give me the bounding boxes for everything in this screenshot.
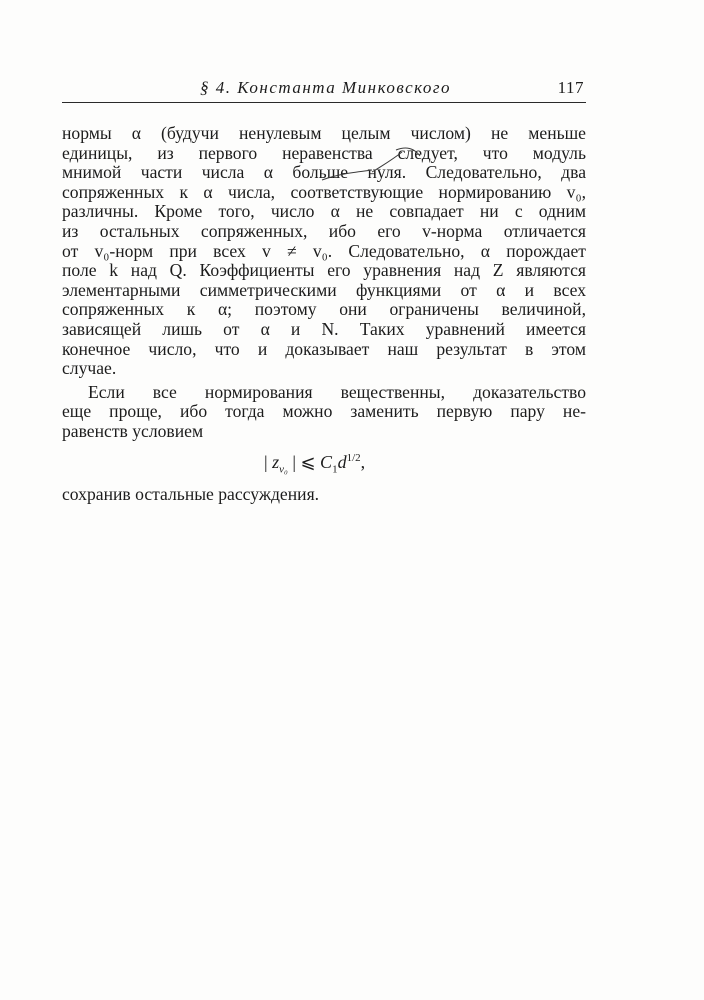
text-line: нормы α (будучи ненулевым целым числом) не меньше	[62, 123, 586, 143]
page-number: 117	[557, 78, 584, 97]
abs-bar-left: |	[264, 452, 268, 472]
text-line: равенств условием	[62, 420, 204, 441]
formula-c-subscript: 1	[332, 463, 338, 476]
formula-d-exponent: 1/2	[346, 452, 361, 464]
paragraph-2	[62, 383, 586, 442]
formula-c: C	[320, 452, 333, 472]
text-line: поле k над Q. Коэффициенты его уравнения над Z являются	[62, 260, 586, 281]
text-line: различны. Кроме того, число α не совпадает ни с одним	[62, 201, 586, 222]
formula-comma: ,	[360, 452, 366, 472]
closing-line: сохранив остальные рассуждения.	[62, 484, 320, 504]
text-line: еще проще, ибо тогда можно заменить первую пару не-	[62, 401, 586, 422]
formula-z: z	[272, 452, 280, 472]
running-title: § 4. Константа Минковского	[200, 78, 452, 97]
text-line: сопряженных к α; поэтому они ограничены величиной,	[62, 299, 586, 320]
text-line: Если все нормирования вещественны, доказательство	[88, 381, 586, 402]
leq-sign: ⩽	[300, 452, 316, 472]
text-line: мнимой части числа α больше нуля. Следовательно, два	[62, 162, 586, 183]
text-line: случае.	[62, 358, 117, 379]
text-line: из остальных сопряженных, ибо его v-норма отличается	[62, 220, 586, 241]
running-head	[62, 78, 586, 103]
body-text	[62, 124, 586, 442]
text-line: зависящей лишь от α и N. Таких уравнений имеется	[62, 318, 586, 339]
text-line: единицы, из первого неравенства следует, что модуль	[62, 142, 586, 163]
paragraph-1	[62, 124, 586, 379]
abs-bar-right: |	[292, 452, 296, 472]
display-formula	[264, 452, 365, 476]
formula-z-subscript: v₀	[279, 463, 288, 476]
text-line: элементарными симметрическими функциями от α и всех	[62, 279, 586, 300]
text-line: от v₀-норм при всех v ≠ v₀. Следовательно, α порождает	[62, 240, 586, 261]
text-line: конечное число, что и доказывает наш результат в этом	[62, 338, 586, 359]
text-line: сопряженных к α числа, соответствующие нормированию v₀,	[62, 181, 586, 202]
formula-d: d	[337, 452, 347, 472]
